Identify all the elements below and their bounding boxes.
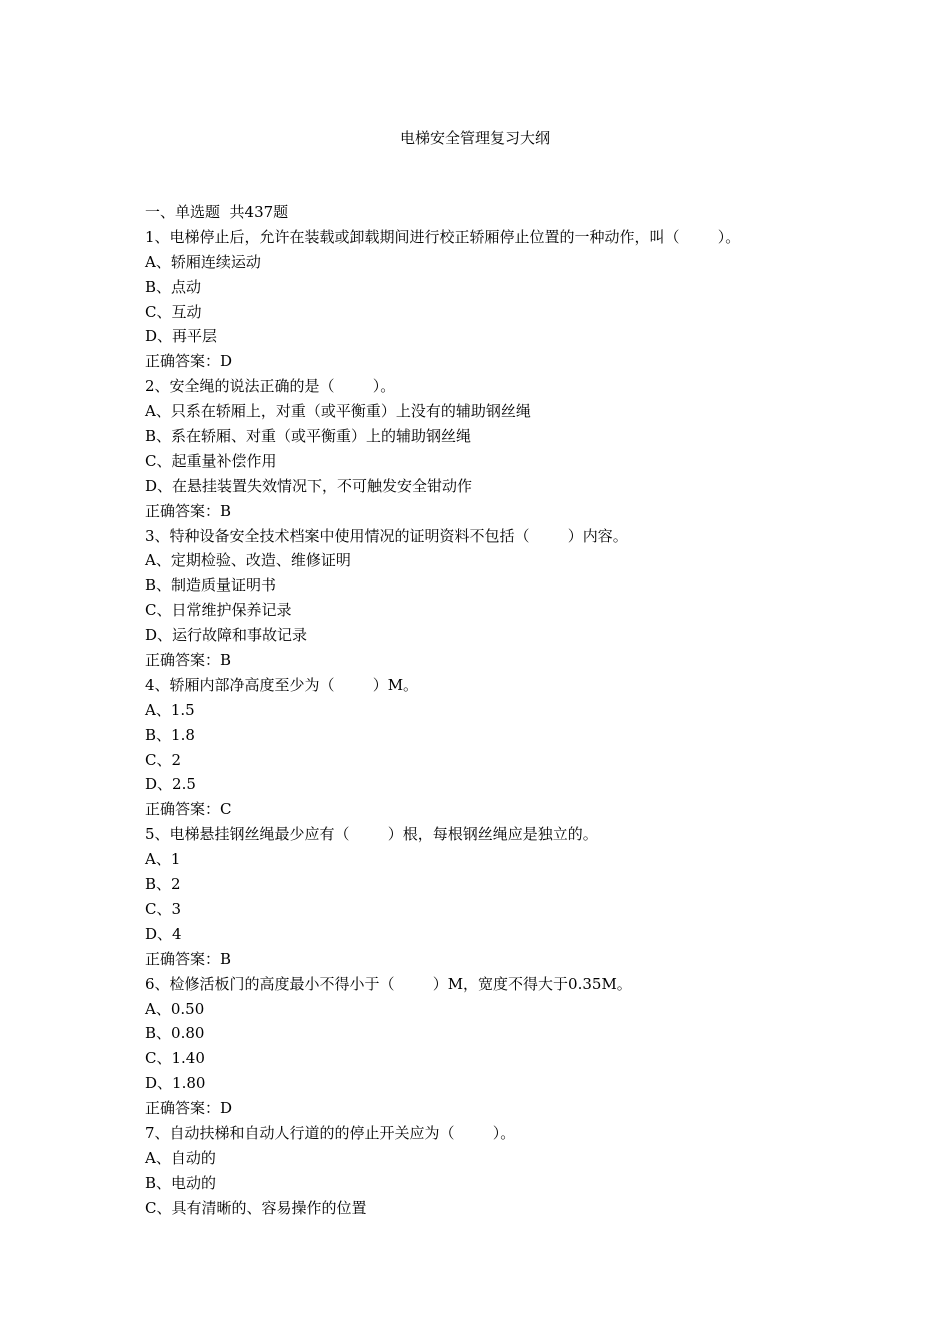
question-option: A、1 <box>145 850 181 869</box>
question-option: D、运行故障和事故记录 <box>145 626 308 645</box>
question-option: A、轿厢连续运动 <box>145 252 261 271</box>
document-title: 电梯安全管理复习大纲 <box>399 129 550 147</box>
section-heading: 一、单选题 共437题 <box>145 203 289 221</box>
question-option: C、1.40 <box>145 1049 205 1068</box>
question-option: B、电动的 <box>145 1173 217 1192</box>
question-option: D、再平层 <box>145 327 218 346</box>
question-option: B、系在轿厢、对重（或平衡重）上的辅助钢丝绳 <box>145 427 472 446</box>
question-option: A、自动的 <box>145 1148 216 1167</box>
question-option: A、0.50 <box>145 999 205 1018</box>
question-option: B、1.8 <box>145 725 195 744</box>
question-option: C、日常维护保养记录 <box>145 601 292 620</box>
question-answer: 正确答案：D <box>145 352 233 371</box>
question-option: D、4 <box>145 924 182 943</box>
question-stem: 4、轿厢内部净高度至少为（ ）M。 <box>145 675 419 694</box>
question-answer: 正确答案：D <box>145 1099 233 1118</box>
question-option: C、互动 <box>145 302 202 321</box>
question-option: C、2 <box>145 750 182 769</box>
question-stem: 1、电梯停止后，允许在装载或卸载期间进行校正轿厢停止位置的一种动作，叫（ ）。 <box>145 227 741 246</box>
document-body <box>145 200 825 1221</box>
question-option: B、0.80 <box>145 1024 205 1043</box>
question-stem: 7、自动扶梯和自动人行道的的停止开关应为（ ）。 <box>145 1123 516 1142</box>
question-option: A、1.5 <box>145 700 195 719</box>
question-option: A、只系在轿厢上，对重（或平衡重）上没有的辅助钢丝绳 <box>145 402 531 421</box>
question-option: D、1.80 <box>145 1074 206 1093</box>
question-option: B、制造质量证明书 <box>145 576 277 595</box>
question-option: D、2.5 <box>145 775 196 794</box>
question-option: B、点动 <box>145 277 202 296</box>
question-option: D、在悬挂装置失效情况下，不可触发安全钳动作 <box>145 476 473 495</box>
question-option: B、2 <box>145 875 181 894</box>
question-stem: 5、电梯悬挂钢丝绳最少应有（ ）根，每根钢丝绳应是独立的。 <box>145 825 598 844</box>
question-stem: 2、安全绳的说法正确的是（ ）。 <box>145 377 396 396</box>
question-option: C、具有清晰的、容易操作的位置 <box>145 1198 367 1217</box>
question-stem: 3、特种设备安全技术档案中使用情况的证明资料不包括（ ）内容。 <box>145 526 628 545</box>
question-answer: 正确答案：B <box>145 501 232 520</box>
question-answer: 正确答案：C <box>145 800 232 819</box>
question-option: A、定期检验、改造、维修证明 <box>145 551 351 570</box>
question-stem: 6、检修活板门的高度最小不得小于（ ）M，宽度不得大于0.35M。 <box>145 974 632 993</box>
question-option: C、起重量补偿作用 <box>145 451 277 470</box>
question-answer: 正确答案：B <box>145 651 232 670</box>
question-answer: 正确答案：B <box>145 949 232 968</box>
question-option: C、3 <box>145 899 182 918</box>
